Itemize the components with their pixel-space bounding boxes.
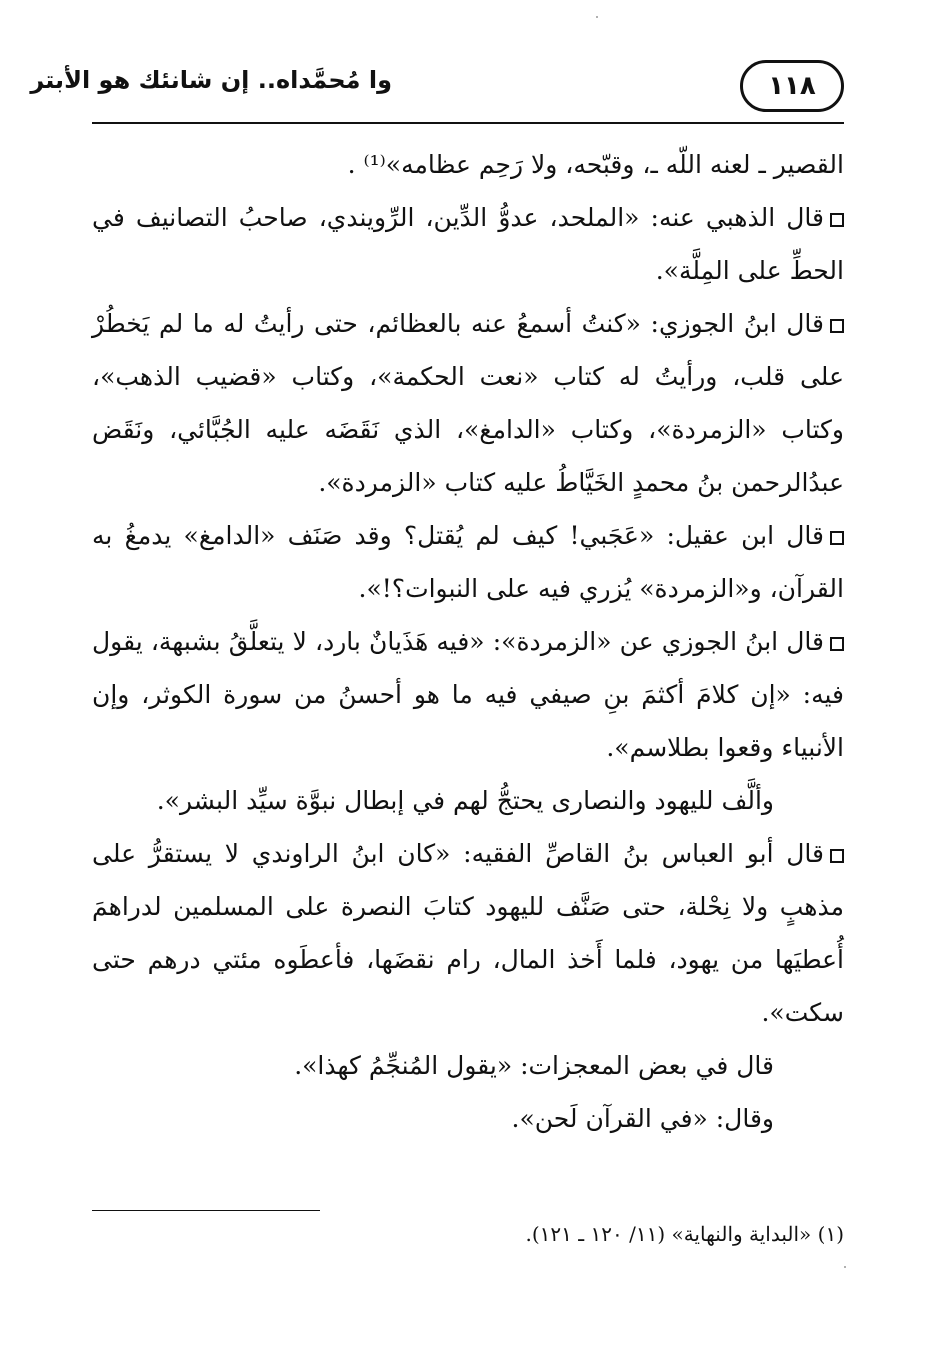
paragraph-text: القصير ـ لعنه اللّه ـ، وقبّحه، ولا رَحِم عظامه»⁽¹⁾ . [347, 150, 844, 179]
paragraph-text: وألَّف لليهود والنصارى يحتجُّ لهم في إبطال نبوَّة سيِّد البشر». [156, 786, 774, 815]
paragraph-text: قال ابنُ الجوزي: «كنتُ أسمعُ عنه بالعظائم، حتى رأيتُ له ما لم يَخطُرْ على قلب، ورأيتُ له كتاب «نعت الحكمة»، وكتاب «قضيب الذهب»، وكتاب «الزمردة»، وكتاب «الدامغ»، الذي نَقَضَه عليه الجُبَّائي، ونَقَض عبدُالرحمن بنُ محمدٍ الخَيَّاطُ عليه كتاب «الزمردة». [92, 309, 844, 497]
footnote: (١) «البداية والنهاية» (١١/ ١٢٠ ـ ١٢١). [525, 1222, 844, 1246]
paragraph-indented [92, 1092, 844, 1145]
paragraph-text: قال ابنُ الجوزي عن «الزمردة»: «فيه هَذَيانٌ بارد، لا يتعلَّقُ بشبهة، يقول فيه: «إن كلامَ أكثمَ بنِ صيفي فيه ما هو أحسنُ من سورة الكوثر، وإن الأنبياء وقعوا بطلاسم». [92, 627, 844, 762]
page-number: ١١٨ [740, 60, 844, 112]
paragraph-indented [92, 1039, 844, 1092]
paragraph-dhahabi-quote [92, 191, 844, 297]
main-text [92, 138, 844, 1145]
paragraph-text: وقال: «في القرآن لَحن». [511, 1104, 774, 1133]
paragraph-text: قال ابن عقيل: «عَجَبي! كيف لم يُقتل؟ وقد صَنَف «الدامغ» يدمغُ به القرآن، و«الزمردة» يُزري فيه على النبوات؟!». [92, 521, 844, 603]
square-bullet-icon [830, 213, 844, 227]
running-title: وا مُحمَّداه.. إن شانئك هو الأبتر [30, 66, 392, 94]
square-bullet-icon [830, 637, 844, 651]
square-bullet-icon [830, 531, 844, 545]
page-header [30, 60, 844, 132]
square-bullet-icon [830, 319, 844, 333]
paragraph-continuation [92, 138, 844, 191]
paragraph-text: قال في بعض المعجزات: «يقول المُنجِّمُ كهذا». [294, 1051, 774, 1080]
paragraph-ibn-qass-quote [92, 827, 844, 1039]
square-bullet-icon [830, 849, 844, 863]
speck [596, 16, 598, 18]
header-rule [92, 122, 844, 124]
paragraph-ibn-jawzi-quote [92, 297, 844, 509]
footnote-rule [92, 1210, 320, 1211]
paragraph-indented [92, 774, 844, 827]
speck [844, 1266, 846, 1268]
paragraph-ibn-aqil-quote [92, 509, 844, 615]
paragraph-zumurruda-quote [92, 615, 844, 774]
paragraph-text: قال الذهبي عنه: «الملحد، عدوُّ الدِّين، الرِّويندي، صاحبُ التصانيف في الحطِّ على المِلَّة». [92, 203, 844, 285]
paragraph-text: قال أبو العباس بنُ القاصِّ الفقيه: «كان ابنُ الراوندي لا يستقرُّ على مذهبٍ ولا نِحْلة، حتى صَنَّف لليهود كتابَ النصرة على المسلمين لدراهمَ أُعطيَها من يهود، فلما أَخذ المال، رام نقضَها، فأعطَوه مئتي درهم حتى سكت». [92, 839, 844, 1027]
